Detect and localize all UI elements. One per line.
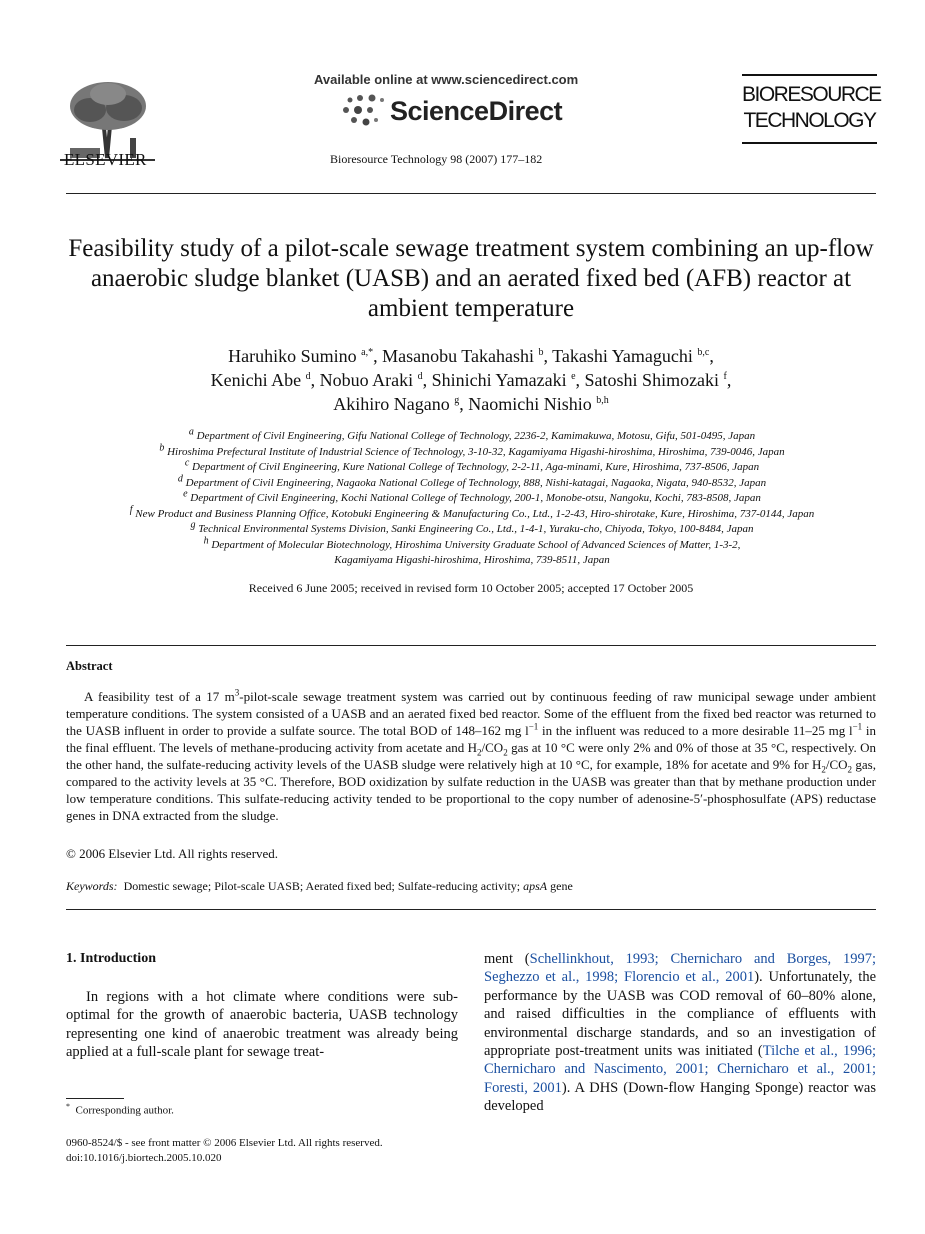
author-name: Takashi Yamaguchi $^{b,c}$, [552,346,714,366]
journal-logo-line2: TECHNOLOGY [743,109,876,132]
affiliation-line: Kagamiyama Higashi-hiroshima, Hiroshima, 739-8511, Japan [334,554,610,566]
keywords-label: Keywords: [66,879,118,893]
affiliation-line: $^d$ Department of Civil Engineering, Nagaoka National College of Technology, 888, Nishi-katagai, Nagaoka, Nigata, 940-8532, Japan [177,472,767,489]
journal-logo-line1: BIORESOURCE [742,83,881,106]
received-dates: Received 6 June 2005; received in revised form 10 October 2005; accepted 17 October 2005 [248,581,694,595]
author-name: Naomichi Nishio $^{b,h}$ [468,394,609,414]
author-name: Shinichi Yamazaki $^e$, [431,370,585,390]
journal-logo [742,74,881,144]
abstract-body: A feasibility test of a 17 $m^3-pilot$-scale sewage treatment system was carried out by continuous feeding of raw municipal sewage under ambient temperature conditions. The system consisted of a UASB and an aerated fixed bed reactor. Some of the effluent from the fixed bed reactor was returned to the UASB influent in order to provide a sulfate source. The total BOD of 148–162 mg $l^{-1}$ in the influent was reduced to a more desirable 11–25 mg $l^{-1}$ in the final effluent. The levels of methane-producing activity from acetate and $H_2/CO_2$ gas at 10 °C were only 2% and 0% of those at 35 °C, respectively. On the other hand, the sulfate-reducing activity levels of the UASB sludge were relatively high at 10 °C, for example, 18% for acetate and 9% for $H_2/CO_2$ gas, compared to the activity levels at 35 °C. Therefore, BOD oxidization by sulfate reduction in the UASB was greater than that by methane production under low temperature conditions. This sulfate-reducing activity tended to be proportional to the copy number of adenosine-5′-phosphosulfate (APS) reductase genes in DNA extracted from the sludge. [66,687,877,823]
keywords: Keywords: Domestic sewage; Pilot-scale UASB; Aerated fixed bed; Sulfate-reducing activity; apsA gene [66,879,573,893]
doi-link[interactable]: doi:10.1016/j.biortech.2005.10.020 [66,1152,222,1164]
author-name: Masanobu Takahashi $^b$, [382,346,553,366]
copyright-line: © 2006 Elsevier Ltd. All rights reserved. [66,846,279,861]
author-name: Satoshi Shimozaki $^f$, [584,370,732,390]
abstract-heading: Abstract [66,659,113,673]
citation-link[interactable]: Schellinkhout, 1993; Chernicharo and Borges, 1997; Seghezzo et al., 1998; Florencio et al., 2001 [484,951,876,986]
corresponding-author-footnote: * Corresponding author. [66,1102,174,1117]
affiliation-line: $^c$ Department of Civil Engineering, Kure National College of Technology, 2-2-11, Aga-minami, Kure, Hiroshima, 737-8506, Japan [184,457,760,473]
keywords-divider [66,909,876,910]
section-heading-introduction: 1. Introduction [66,951,156,966]
affiliation-list [40,426,904,569]
available-online-text[interactable]: Available online at www.sciencedirect.com [314,72,579,87]
intro-left-column [66,988,458,1062]
footnote-divider [66,1098,124,1099]
issn-block [66,1136,383,1166]
journal-reference: Bioresource Technology 98 (2007) 177–182 [330,152,543,166]
affiliation-line: $^h$ Department of Molecular Biotechnology, Hiroshima University Graduate School of Advanced Sciences of Matter, 1-3-2, [203,534,741,551]
header-divider [66,193,876,194]
author-name: Nobuo Araki $^d$, [319,370,432,390]
author-name: Akihiro Nagano $^g$, [333,394,469,414]
affiliation-line: $^b$ Hiroshima Prefectural Institute of Industrial Science of Technology, 3-10-32, Kagamiyama Higashi-hiroshima, Hiroshima, 739-0046, Japan [159,441,785,458]
intro-paragraph: In regions with a hot climate where conditions were sub-optimal for the growth of anaerobic bacteria, UASB technology representing one kind of anaerobic treatment was already being applied at a full-scale plant for sewage treat- [66,989,458,1061]
abstract-divider [66,645,876,646]
affiliation-line: $^f$ New Product and Business Planning Office, Kotobuki Engineering & Manufacturing Co., Ltd., 1-2-43, Hiro-shirotake, Kure, Hiroshima, 737-0144, Japan [129,503,815,520]
issn-line: 0960-8524/$ - see front matter © 2006 Elsevier Ltd. All rights reserved. [66,1137,383,1149]
intro-right-column: ment (Schellinkhout, 1993; Chernicharo and Borges, 1997; Seghezzo et al., 1998; Florencio et al., 2001). Unfortunately, the performance by the UASB was COD removal of 60–80% alone, and raised difficulties in the compliance of effluents with environmental discharge standards, and so an investigation of appropriate post-treatment units was initiated (Tilche et al., 1996; Chernicharo and Nascimento, 2001; Chernicharo et al., 2001; Foresti, 2001). A DHS (Down-flow Hanging Sponge) reactor was developed [484,951,877,1115]
author-name: Kenichi Abe $^d$, [210,370,320,390]
paper-title: Feasibility study of a pilot-scale sewage treatment system combining an up-flow anaerobic sludge blanket (UASB) and an aerated fixed bed (AFB) reactor at ambient temperature [68,235,874,322]
affiliation-line: $^e$ Department of Civil Engineering, Kochi National College of Technology, 200-1, Monobe-otsu, Nangoku, Kochi, 783-8508, Japan [183,488,761,504]
sciencedirect-logo-text: ScienceDirect [390,96,563,126]
author-list [66,344,876,416]
affiliation-line: $^a$ Department of Civil Engineering, Gifu National College of Technology, 2236-2, Kamimakuwa, Motosu, Gifu, 501-0495, Japan [188,426,756,442]
publisher-name: ELSEVIER [64,150,147,169]
affiliation-line: $^g$ Technical Environmental Systems Division, Sanki Engineering Co., Ltd., 1-4-1, Yuraku-cho, Chiyoda, Tokyo, 100-8484, Japan [190,519,754,535]
author-name: Haruhiko Sumino $^{a,*}$, [228,346,383,366]
citation-link[interactable]: Tilche et al., 1996; Chernicharo and Nascimento, 2001; Chernicharo et al., 2001; Foresti, 2001 [484,1043,876,1096]
